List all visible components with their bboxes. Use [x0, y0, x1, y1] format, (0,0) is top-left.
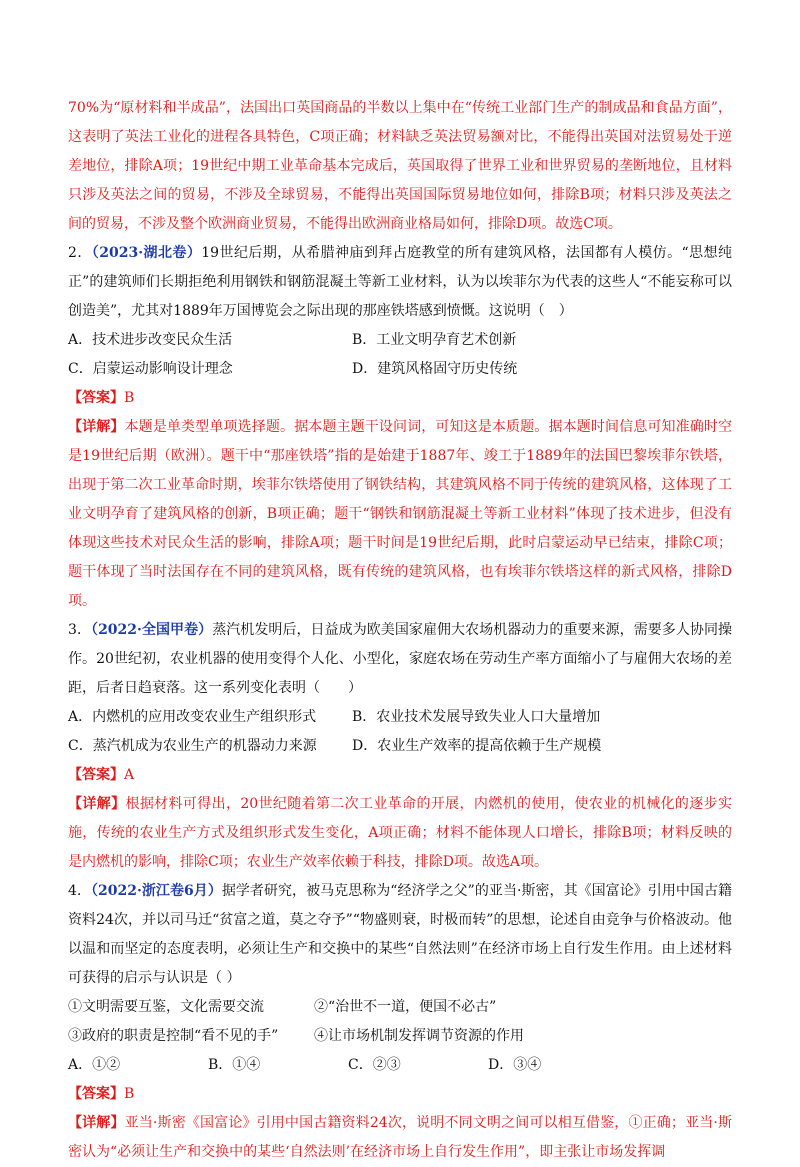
- question-number: 2．: [68, 245, 92, 261]
- question-source: （2022·全国甲卷）: [91, 622, 213, 638]
- explanation-text: 根据材料可得出，20世纪随着第二次工业革命的开展，内燃机的使用，使农业的机械化的逐步实施，传统的农业生产方式及组织形式发生变化，A项正确；材料不能体现人口增长，排除B项；材料反映的是内燃机的影响，排除C项；农业生产效率依赖于科技，排除D项。故选A项。: [68, 796, 733, 870]
- question-3: [68, 616, 732, 877]
- answer: [68, 761, 732, 790]
- explanation-label: 【详解】: [68, 1115, 125, 1131]
- statement-3: ③政府的职责是控制“看不见的手”: [68, 1028, 279, 1044]
- question-text: 19世纪后期，从希腊神庙到拜占庭教堂的所有建筑风格，法国都有人模仿。“思想纯正”的建筑师们长期拒绝利用钢铁和钢筋混凝土等新工业材料，认为以埃菲尔为代表的这些人“不能妄称可以创造美”，尤其对1889年万国博览会之际出现的那座铁塔感到愤慨。这说明（ ）: [68, 245, 732, 319]
- option-a[interactable]: A．①②: [68, 1057, 121, 1073]
- option-c[interactable]: C．蒸汽机成为农业生产的机器动力来源: [68, 738, 317, 754]
- answer-value: B: [124, 390, 135, 406]
- answer-label: 【答案】: [68, 1086, 124, 1102]
- question-4-stem: [68, 877, 732, 993]
- option-b[interactable]: B．农业技术发展导致失业人口大量增加: [352, 709, 601, 725]
- option-c[interactable]: C．启蒙运动影响设计理念: [68, 361, 233, 377]
- option-d[interactable]: D．③④: [488, 1057, 542, 1073]
- option-d[interactable]: D．建筑风格固守历史传统: [352, 361, 518, 377]
- statements: [68, 993, 732, 1051]
- answer-label: 【答案】: [68, 390, 124, 406]
- question-number: 4．: [68, 883, 91, 899]
- explanation-label: 【详解】: [68, 419, 125, 435]
- question-4: [68, 877, 732, 1167]
- answer-label: 【答案】: [68, 767, 124, 783]
- question-2-stem: [68, 239, 732, 326]
- option-b[interactable]: B．工业文明孕育艺术创新: [352, 332, 517, 348]
- option-c[interactable]: C．②③: [348, 1057, 401, 1073]
- statement-4: ④让市场机制发挥调节资源的作用: [314, 1028, 524, 1044]
- option-a[interactable]: A．内燃机的应用改变农业生产组织形式: [68, 709, 317, 725]
- explanation: [68, 413, 732, 616]
- option-d[interactable]: D．农业生产效率的提高依赖于生产规模: [352, 738, 602, 754]
- question-2: [68, 239, 732, 616]
- answer-value: A: [124, 767, 135, 783]
- question-source: （2023·湖北卷）: [91, 245, 202, 261]
- options: [68, 703, 732, 761]
- options: [68, 326, 732, 384]
- document-page: [68, 94, 732, 1167]
- answer-value: B: [124, 1086, 135, 1102]
- answer: [68, 1080, 732, 1109]
- explanation-text: 亚当·斯密《国富论》引用中国古籍资料24次，说明不同文明之间可以相互借鉴，①正确；亚当·斯密认为“必须让生产和交换中的某些‘自然法则’在经济市场上自行发生作用”，即主张让市场发挥调: [68, 1115, 732, 1160]
- explanation-text: 本题是单类型单项选择题。据本题主题干设问词，可知这是本质题。据本题时间信息可知准确时空是19世纪后期（欧洲）。题干中“那座铁塔”指的是始建于1887年、竣工于1889年的法国巴黎埃菲尔铁塔，出现于第二次工业革命时期，埃菲尔铁塔使用了钢铁结构，其建筑风格不同于传统的建筑风格，这体现了工业文明孕育了建筑风格的创新，B项正确；题干“钢铁和钢筋混凝土等新工业材料”体现了技术进步，但没有体现这些技术对民众生活的影响，排除A项；题干时间是19世纪后期，此时启蒙运动早已结束，排除C项；题干体现了当时法国存在不同的建筑风格，既有传统的建筑风格，也有埃菲尔铁塔这样的新式风格，排除D项。: [68, 419, 733, 609]
- explanation: [68, 790, 732, 877]
- q1-explanation-tail: 70%为“原材料和半成品”，法国出口英国商品的半数以上集中在“传统工业部门生产的制成品和食品方面”，这表明了英法工业化的进程各具特色，C项正确；材料缺乏英法贸易额对比，不能得出英国对法贸易处于逆差地位，排除A项；19世纪中期工业革命基本完成后，英国取得了世界工业和世界贸易的垄断地位，且材料只涉及英法之间的贸易，不涉及全球贸易，不能得出英国国际贸易地位如何，排除B项；材料只涉及英法之间的贸易，不涉及整个欧洲商业贸易，不能得出欧洲商业格局如何，排除D项。故选C项。: [68, 100, 732, 232]
- explanation-label: 【详解】: [68, 796, 126, 812]
- explanation: [68, 1109, 732, 1167]
- question-text: 据学者研究，被马克思称为“经济学之父”的亚当·斯密，其《国富论》引用中国古籍资料24次，并以司马迁“贫富之道，莫之夺予”“物盛则衰，时极而转”的思想，论述自由竞争与价格波动。他以温和而坚定的态度表明，必须让生产和交换中的某些“自然法则”在经济市场上自行发生作用。由上述材料可获得的启示与认识是（ ）: [68, 883, 732, 986]
- statement-1: ①文明需要互鉴，文化需要交流: [68, 999, 264, 1015]
- option-a[interactable]: A．技术进步改变民众生活: [68, 332, 233, 348]
- question-number: 3．: [68, 622, 92, 638]
- answer: [68, 384, 732, 413]
- question-text: 蒸汽机发明后，日益成为欧美国家雇佣大农场机器动力的重要来源，需要多人协同操作。20世纪初，农业机器的使用变得个人化、小型化，家庭农场在劳动生产率方面缩小了与雇佣大农场的差距，后者日趋衰落。这一系列变化表明（ ）: [68, 622, 732, 696]
- options: [68, 1051, 732, 1080]
- question-source: （2022·浙江卷6月）: [90, 883, 222, 899]
- statement-2: ②“治世不一道，便国不必古”: [314, 999, 497, 1015]
- option-b[interactable]: B．①④: [208, 1057, 261, 1073]
- question-3-stem: [68, 616, 732, 703]
